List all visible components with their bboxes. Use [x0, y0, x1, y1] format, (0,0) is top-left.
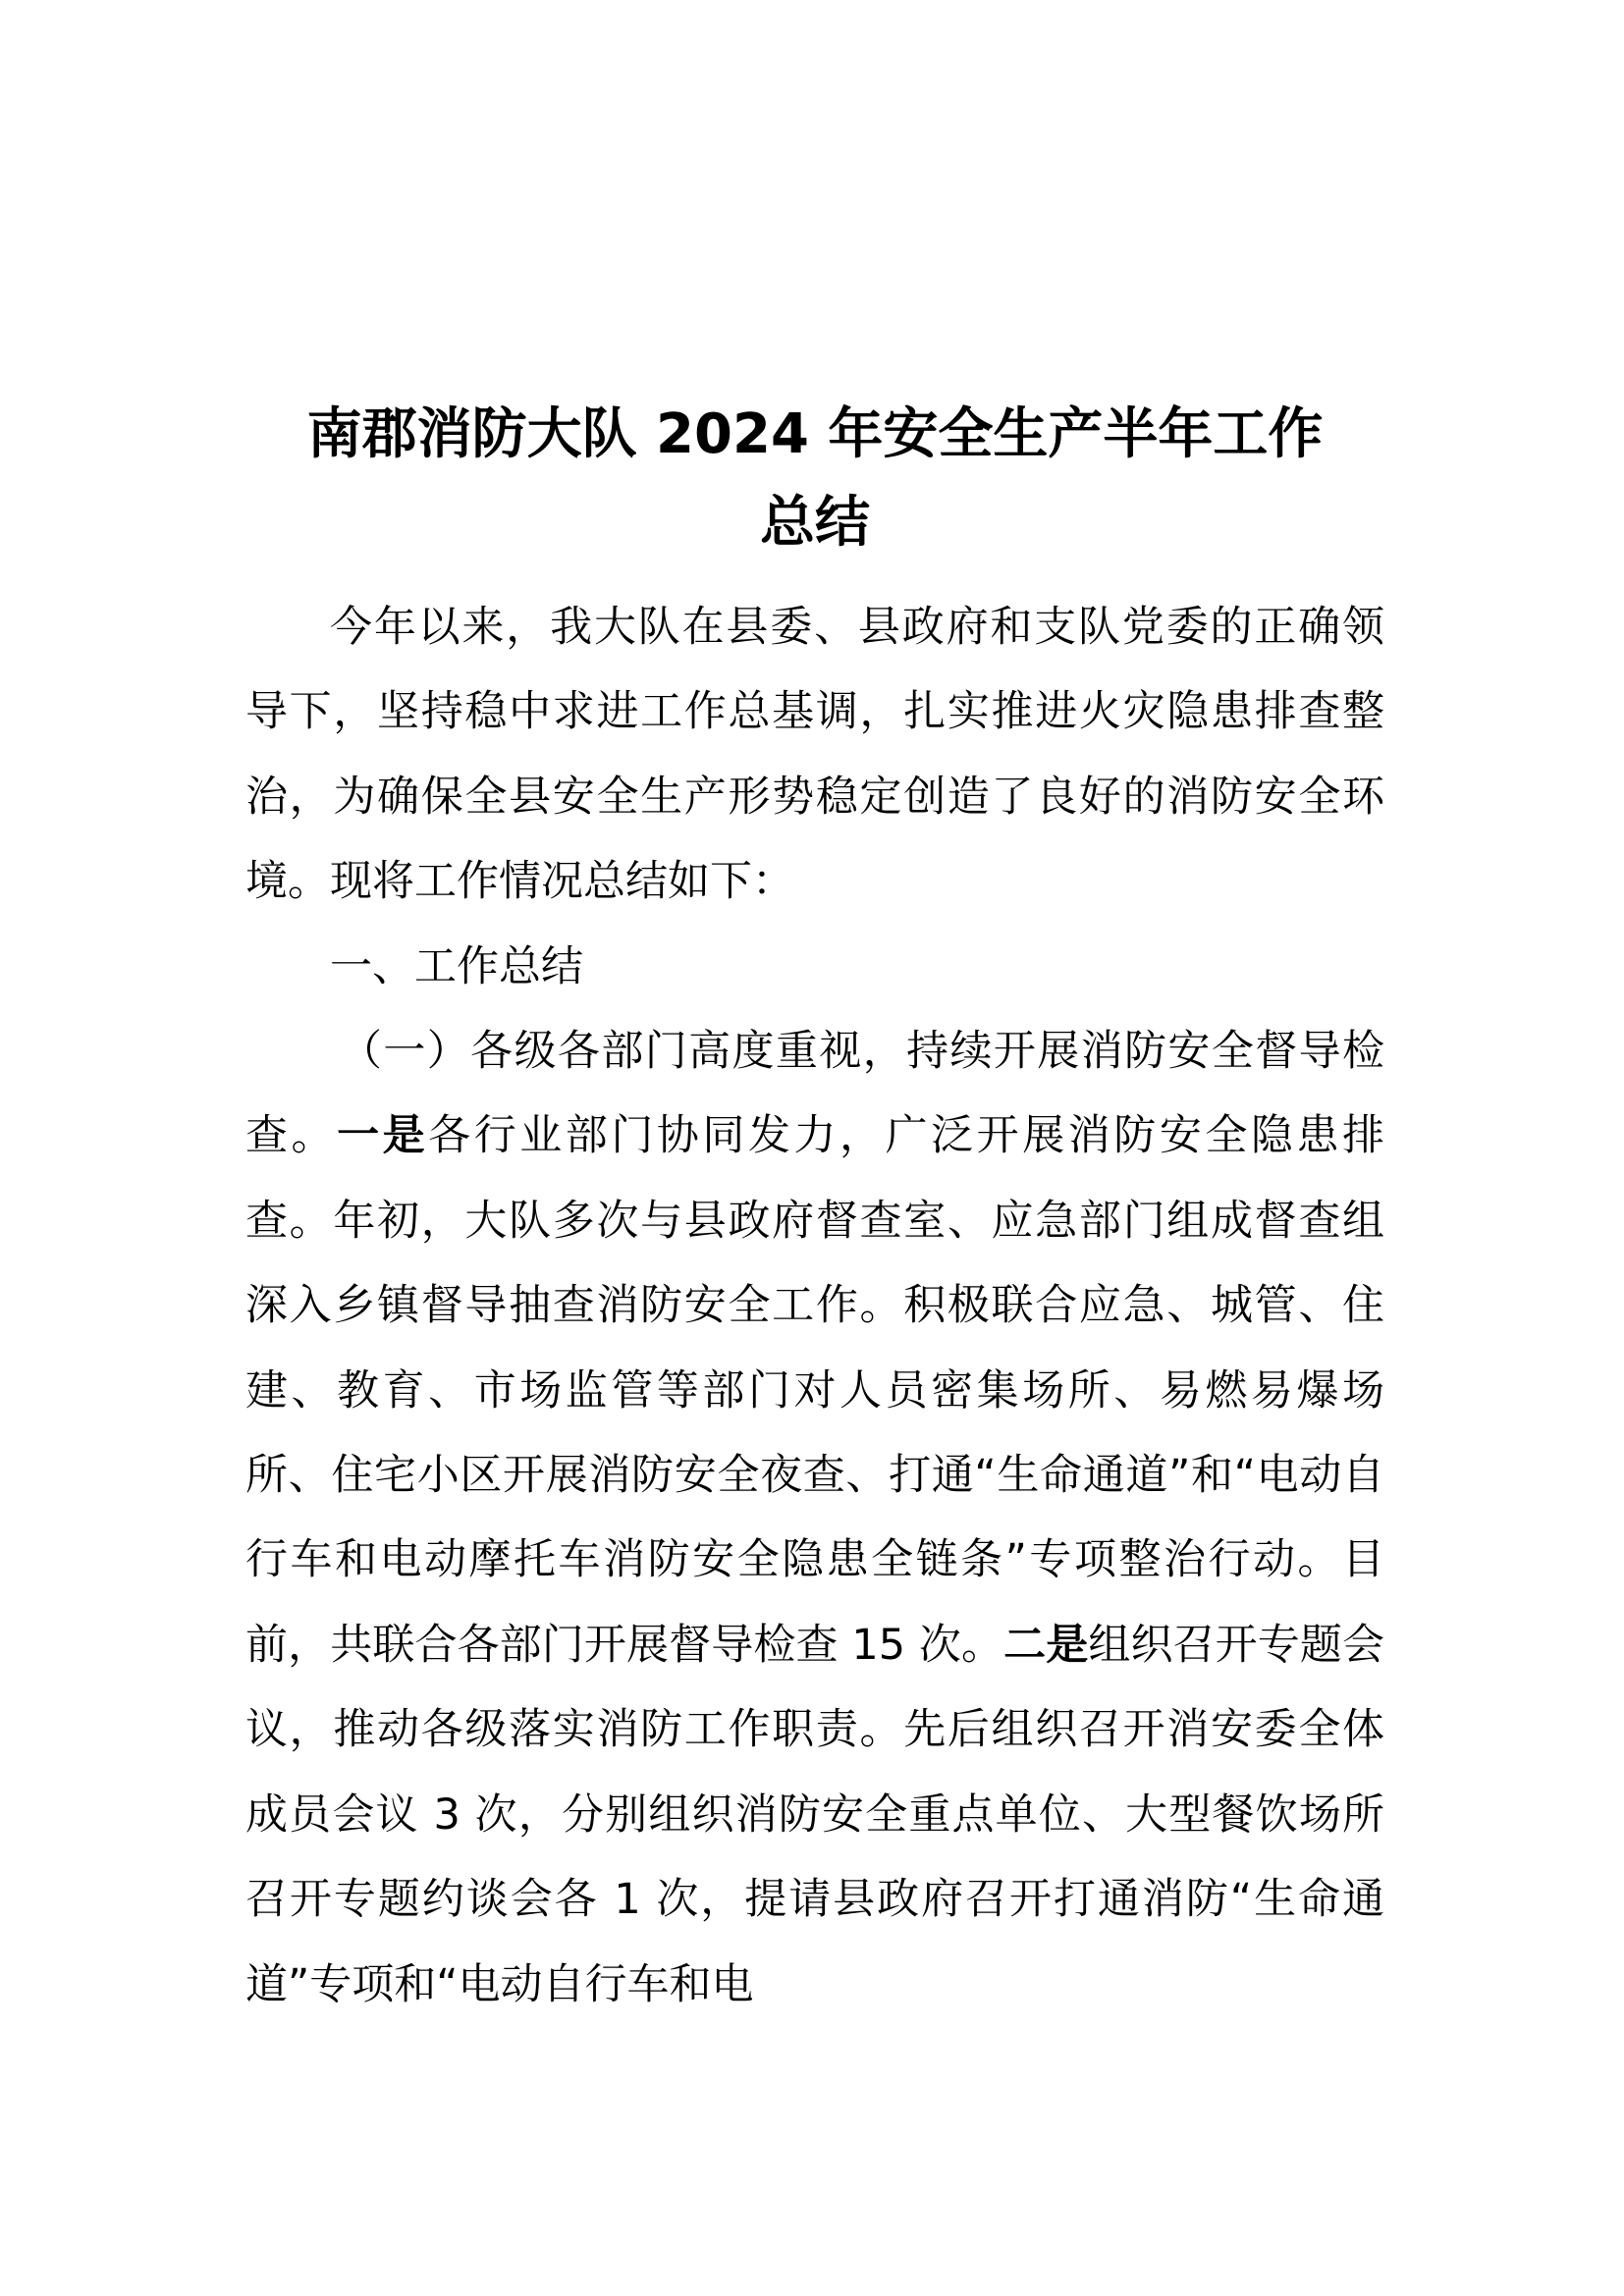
subsection-heading: （一）各级各部门高度重视，持续开展消防安全督导检查。	[245, 1027, 1384, 1161]
point-label-1: 一是	[337, 1111, 429, 1161]
document-title	[245, 391, 1384, 567]
subsection-paragraph-1	[245, 1009, 1384, 2027]
title-line-1: 南郡消防大队 2024 年安全生产半年工作	[306, 402, 1324, 466]
point-label-2: 二是	[1003, 1620, 1089, 1670]
section-heading-work-summary: 一、工作总结	[330, 941, 583, 991]
point-text-2: 组织召开专题会议，推动各级落实消防工作职责。先后组织召开消安委全体成员会议 3 次，分别组织消防安全重点单位、大型餐饮场所召开专题约谈会各 1 次，提请县政府召开打通消防“生命通道”专项和“电动自行车和电	[245, 1620, 1385, 2009]
title-line-2: 总结	[760, 491, 870, 555]
point-text-1: 各行业部门协同发力，广泛开展消防安全隐患排查。年初，大队多次与县政府督查室、应急部门组成督查组深入乡镇督导抽查消防安全工作。积极联合应急、城管、住建、教育、市场监管等部门对人员密集场所、易燃易爆场所、住宅小区开展消防安全夜查、打通“生命通道”和“电动自行车和电动摩托车消防安全隐患全链条”专项整治行动。目前，共联合各部门开展督导检查 15 次。	[245, 1111, 1385, 1670]
intro-paragraph: 今年以来，我大队在县委、县政府和支队党委的正确领导下，坚持稳中求进工作总基调，扎实推进火灾隐患排查整治，为确保全县安全生产形势稳定创造了良好的消防安全环境。现将工作情况总结如下：	[245, 603, 1384, 907]
document-body	[245, 585, 1384, 2027]
